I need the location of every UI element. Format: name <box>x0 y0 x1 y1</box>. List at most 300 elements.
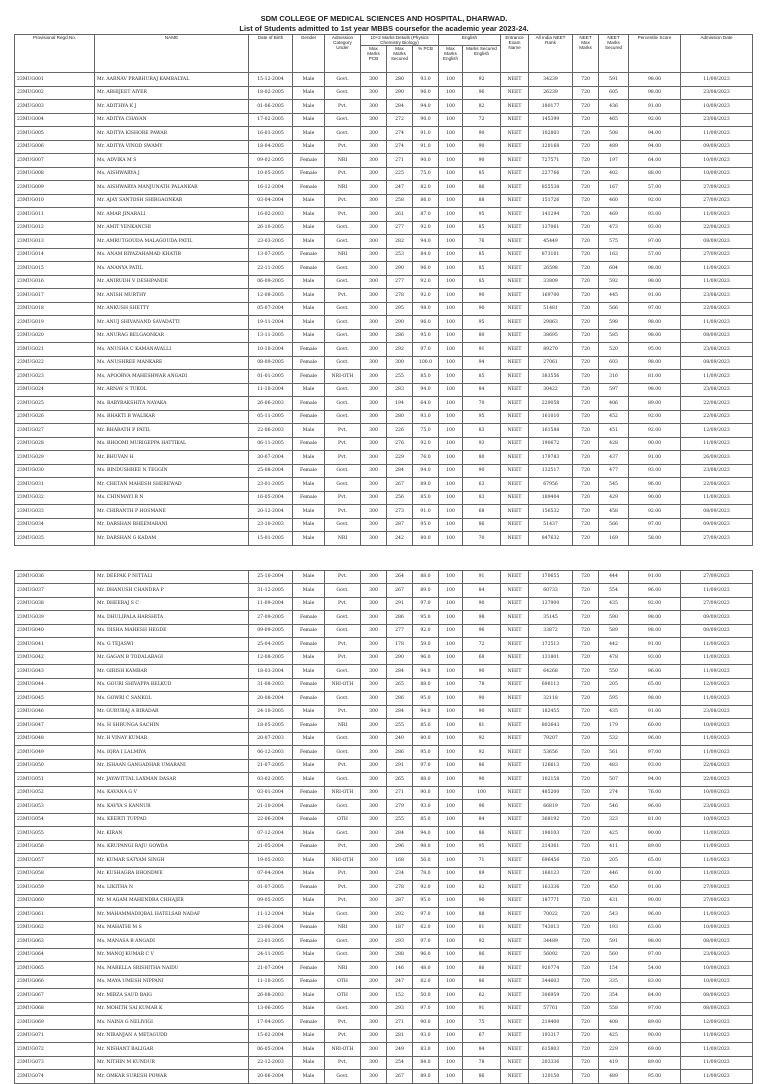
cell-gender: Male <box>293 532 325 546</box>
cell-english-max: 100 <box>439 167 463 181</box>
cell-pcb-percent: 97.0 <box>413 759 439 773</box>
cell-gender: Female <box>293 813 325 827</box>
cell-pcb-max: 300 <box>361 505 387 519</box>
header-name: NAME <box>95 35 249 73</box>
cell-english-max: 100 <box>439 194 463 208</box>
cell-neet-rank: 727571 <box>529 154 573 168</box>
cell-percentile: 98.00 <box>629 611 681 625</box>
cell-category: Govt. <box>325 356 361 370</box>
cell-reg-no: 23MUG072 <box>15 1043 95 1057</box>
cell-pcb-percent: 83.0 <box>413 1043 439 1057</box>
cell-percentile: 88.00 <box>629 167 681 181</box>
cell-english-secured: 63 <box>463 478 501 492</box>
cell-student-name: Mr. DHEERAJ S C <box>95 597 249 611</box>
cell-gender: Male <box>293 329 325 343</box>
cell-gender: Male <box>293 1002 325 1016</box>
cell-english-secured: 82 <box>463 100 501 114</box>
cell-english-max: 100 <box>439 665 463 679</box>
cell-pcb-max: 300 <box>361 773 387 787</box>
cell-exam-name: NEET <box>501 410 529 424</box>
cell-english-secured: 90 <box>463 692 501 706</box>
cell-student-name: Ms. APOORVA MAHESHWAR ANGADI <box>95 370 249 384</box>
cell-gender: Female <box>293 491 325 505</box>
cell-pcb-max: 300 <box>361 624 387 638</box>
cell-dob: 13-07-2005 <box>249 248 293 262</box>
table-row <box>15 100 753 114</box>
cell-english-max: 100 <box>439 854 463 868</box>
cell-neet-rank: 29863 <box>529 316 573 330</box>
table-row <box>15 1043 753 1057</box>
cell-percentile: 94.00 <box>629 127 681 141</box>
cell-neet-secured: 598 <box>599 316 629 330</box>
student-table-1 <box>14 34 753 546</box>
cell-english-secured: 90 <box>463 464 501 478</box>
cell-neet-max: 720 <box>573 73 599 87</box>
cell-english-secured: 86 <box>463 181 501 195</box>
cell-category: Pvt. <box>325 140 361 154</box>
cell-percentile: 92.00 <box>629 113 681 127</box>
cell-gender: Male <box>293 194 325 208</box>
cell-neet-secured: 545 <box>599 478 629 492</box>
table-row <box>15 1029 753 1043</box>
header-dob: Date of Birth <box>249 35 293 73</box>
cell-pcb-max: 300 <box>361 181 387 195</box>
cell-pcb-max: 300 <box>361 908 387 922</box>
cell-dob: 03-02-2005 <box>249 773 293 787</box>
cell-category: Govt. <box>325 383 361 397</box>
cell-english-max: 100 <box>439 410 463 424</box>
cell-dob: 01-01-2005 <box>249 370 293 384</box>
cell-pcb-percent: 84.0 <box>413 248 439 262</box>
cell-category: Pvt. <box>325 894 361 908</box>
cell-reg-no: 23MUG008 <box>15 167 95 181</box>
cell-neet-secured: 428 <box>599 437 629 451</box>
cell-category: Govt. <box>325 624 361 638</box>
cell-reg-no: 23MUG013 <box>15 235 95 249</box>
cell-pcb-secured: 290 <box>387 316 413 330</box>
cell-neet-max: 720 <box>573 746 599 760</box>
cell-student-name: Mr. MAHAMMADIQBAL HATELSAB NADAF <box>95 908 249 922</box>
cell-gender: Male <box>293 289 325 303</box>
cell-exam-name: NEET <box>501 597 529 611</box>
cell-percentile: 91.00 <box>629 570 681 584</box>
cell-percentile: 96.00 <box>629 732 681 746</box>
cell-pcb-percent: 62.0 <box>413 921 439 935</box>
cell-neet-secured: 532 <box>599 732 629 746</box>
cell-neet-rank: 615803 <box>529 1043 573 1057</box>
cell-neet-rank: 161588 <box>529 424 573 438</box>
cell-percentile: 90.00 <box>629 491 681 505</box>
cell-neet-rank: 66819 <box>529 800 573 814</box>
cell-dob: 21-07-2004 <box>249 962 293 976</box>
cell-percentile: 98.00 <box>629 86 681 100</box>
cell-english-secured: 78 <box>463 1056 501 1070</box>
cell-english-secured: 86 <box>463 975 501 989</box>
cell-admission-date: 10/09/2023 <box>681 167 753 181</box>
cell-admission-date: 22/08/2023 <box>681 759 753 773</box>
cell-dob: 11-10-2004 <box>249 383 293 397</box>
cell-english-max: 100 <box>439 921 463 935</box>
cell-pcb-max: 300 <box>361 665 387 679</box>
cell-pcb-percent: 75.0 <box>413 167 439 181</box>
cell-percentile: 58.00 <box>629 532 681 546</box>
cell-admission-date: 10/09/2023 <box>681 962 753 976</box>
cell-neet-rank: 229058 <box>529 397 573 411</box>
cell-neet-max: 720 <box>573 289 599 303</box>
cell-category: Pvt. <box>325 424 361 438</box>
table-row <box>15 262 753 276</box>
cell-student-name: Ms. DHULIPALA HARSHITA <box>95 611 249 625</box>
cell-percentile: 98.00 <box>629 275 681 289</box>
cell-student-name: Ms. MAHATHI M S <box>95 921 249 935</box>
cell-pcb-max: 300 <box>361 100 387 114</box>
cell-english-secured: 90 <box>463 140 501 154</box>
cell-dob: 20-06-2004 <box>249 1070 293 1084</box>
cell-admission-date: 11/09/2023 <box>681 316 753 330</box>
cell-reg-no: 23MUG057 <box>15 854 95 868</box>
cell-exam-name: NEET <box>501 665 529 679</box>
cell-percentile: 95.00 <box>629 1070 681 1084</box>
cell-gender: Male <box>293 1043 325 1057</box>
cell-category: Pvt. <box>325 451 361 465</box>
cell-category: Govt. <box>325 302 361 316</box>
cell-neet-rank: 873101 <box>529 248 573 262</box>
cell-dob: 15-01-2005 <box>249 532 293 546</box>
cell-admission-date: 11/09/2023 <box>681 370 753 384</box>
cell-english-secured: 72 <box>463 638 501 652</box>
table-row <box>15 140 753 154</box>
cell-student-name: Ms. KAVYA S KANNUR <box>95 800 249 814</box>
cell-student-name: Mr. ADITHYA K J <box>95 100 249 114</box>
table-row <box>15 127 753 141</box>
cell-pcb-percent: 89.0 <box>413 1070 439 1084</box>
cell-neet-max: 720 <box>573 786 599 800</box>
cell-dob: 13-06-2005 <box>249 1002 293 1016</box>
cell-neet-max: 720 <box>573 100 599 114</box>
cell-english-max: 100 <box>439 235 463 249</box>
cell-english-max: 100 <box>439 773 463 787</box>
cell-pcb-percent: 89.0 <box>413 478 439 492</box>
cell-category: Govt. <box>325 397 361 411</box>
cell-pcb-secured: 271 <box>387 1016 413 1030</box>
cell-exam-name: NEET <box>501 289 529 303</box>
cell-gender: Female <box>293 840 325 854</box>
table-row <box>15 840 753 854</box>
cell-percentile: 98.00 <box>629 935 681 949</box>
cell-english-max: 100 <box>439 262 463 276</box>
header-rank: All India NEET Rank <box>529 35 573 73</box>
cell-dob: 25-04-2005 <box>249 638 293 652</box>
cell-reg-no: 23MUG043 <box>15 665 95 679</box>
cell-reg-no: 23MUG037 <box>15 584 95 598</box>
cell-neet-max: 720 <box>573 113 599 127</box>
cell-gender: Male <box>293 235 325 249</box>
cell-dob: 16-12-2004 <box>249 181 293 195</box>
cell-pcb-secured: 146 <box>387 962 413 976</box>
cell-pcb-secured: 272 <box>387 113 413 127</box>
cell-student-name: Ms. NAINA G NELIVIGI <box>95 1016 249 1030</box>
cell-neet-rank: 190672 <box>529 437 573 451</box>
cell-pcb-secured: 284 <box>387 827 413 841</box>
cell-percentile: 92.00 <box>629 410 681 424</box>
cell-category: Govt. <box>325 935 361 949</box>
cell-exam-name: NEET <box>501 827 529 841</box>
cell-english-secured: 86 <box>463 948 501 962</box>
cell-percentile: 93.00 <box>629 464 681 478</box>
cell-pcb-percent: 76.0 <box>413 451 439 465</box>
cell-reg-no: 23MUG032 <box>15 491 95 505</box>
cell-percentile: 65.00 <box>629 678 681 692</box>
cell-english-max: 100 <box>439 208 463 222</box>
cell-gender: Male <box>293 451 325 465</box>
cell-exam-name: NEET <box>501 746 529 760</box>
cell-gender: Male <box>293 127 325 141</box>
cell-neet-rank: 198103 <box>529 827 573 841</box>
cell-reg-no: 23MUG019 <box>15 316 95 330</box>
cell-dob: 07-12-2004 <box>249 827 293 841</box>
cell-pcb-percent: 95.0 <box>413 894 439 908</box>
cell-student-name: Mr. ANKUSH SHETTY <box>95 302 249 316</box>
cell-gender: Male <box>293 827 325 841</box>
cell-neet-secured: 546 <box>599 800 629 814</box>
cell-pcb-secured: 234 <box>387 867 413 881</box>
cell-student-name: Ms. KAVANA G V <box>95 786 249 800</box>
cell-percentile: 98.00 <box>629 692 681 706</box>
cell-exam-name: NEET <box>501 1070 529 1084</box>
cell-neet-rank: 485200 <box>529 786 573 800</box>
cell-neet-secured: 566 <box>599 518 629 532</box>
cell-neet-secured: 473 <box>599 221 629 235</box>
cell-exam-name: NEET <box>501 867 529 881</box>
cell-dob: 11-09-2004 <box>249 597 293 611</box>
cell-admission-date: 08/09/2023 <box>681 1002 753 1016</box>
cell-pcb-max: 300 <box>361 962 387 976</box>
cell-category: Govt. <box>325 73 361 87</box>
cell-english-max: 100 <box>439 1070 463 1084</box>
cell-neet-secured: 603 <box>599 356 629 370</box>
cell-student-name: Mr. DEEPAK P NITTALI <box>95 570 249 584</box>
cell-dob: 05-11-2005 <box>249 410 293 424</box>
cell-percentile: 93.00 <box>629 208 681 222</box>
cell-dob: 15-02-2004 <box>249 1029 293 1043</box>
cell-exam-name: NEET <box>501 397 529 411</box>
table-row <box>15 181 753 195</box>
cell-exam-name: NEET <box>501 316 529 330</box>
cell-dob: 18-04-2005 <box>249 140 293 154</box>
cell-gender: Female <box>293 921 325 935</box>
cell-neet-max: 720 <box>573 597 599 611</box>
cell-percentile: 93.00 <box>629 759 681 773</box>
cell-pcb-percent: 91.0 <box>413 505 439 519</box>
cell-dob: 26-08-2003 <box>249 989 293 1003</box>
cell-neet-rank: 131801 <box>529 651 573 665</box>
cell-admission-date: 11/09/2023 <box>681 867 753 881</box>
cell-pcb-max: 300 <box>361 478 387 492</box>
cell-admission-date: 26/09/2023 <box>681 451 753 465</box>
cell-pcb-percent: 90.0 <box>413 154 439 168</box>
cell-english-max: 100 <box>439 962 463 976</box>
cell-pcb-max: 300 <box>361 532 387 546</box>
cell-percentile: 65.00 <box>629 854 681 868</box>
cell-neet-rank: 383556 <box>529 370 573 384</box>
cell-pcb-max: 300 <box>361 127 387 141</box>
cell-gender: Male <box>293 705 325 719</box>
cell-neet-max: 720 <box>573 584 599 598</box>
cell-admission-date: 10/09/2023 <box>681 786 753 800</box>
cell-pcb-percent: 80.0 <box>413 732 439 746</box>
cell-neet-secured: 442 <box>599 638 629 652</box>
cell-english-max: 100 <box>439 343 463 357</box>
cell-neet-max: 720 <box>573 167 599 181</box>
cell-student-name: Ms. ANANYA PATIL <box>95 262 249 276</box>
cell-category: NRI <box>325 962 361 976</box>
cell-gender: Male <box>293 732 325 746</box>
cell-english-max: 100 <box>439 154 463 168</box>
cell-admission-date: 11/09/2023 <box>681 1029 753 1043</box>
cell-english-secured: 91 <box>463 1002 501 1016</box>
cell-admission-date: 08/09/2023 <box>681 235 753 249</box>
cell-dob: 23-06-2004 <box>249 921 293 935</box>
cell-category: Govt. <box>325 611 361 625</box>
cell-student-name: Ms. KRUPANGI RAJU GOWDA <box>95 840 249 854</box>
header-neet-secured: NEET Marks Secured <box>599 35 629 73</box>
cell-category: Pvt. <box>325 100 361 114</box>
cell-admission-date: 27/09/2023 <box>681 570 753 584</box>
cell-pcb-secured: 286 <box>387 746 413 760</box>
cell-dob: 31-08-2003 <box>249 678 293 692</box>
cell-neet-max: 720 <box>573 800 599 814</box>
cell-neet-max: 720 <box>573 127 599 141</box>
cell-neet-max: 720 <box>573 705 599 719</box>
cell-admission-date: 12/09/2023 <box>681 678 753 692</box>
cell-admission-date: 11/09/2023 <box>681 262 753 276</box>
cell-pcb-max: 300 <box>361 719 387 733</box>
cell-pcb-secured: 284 <box>387 100 413 114</box>
cell-dob: 03-01-2004 <box>249 786 293 800</box>
cell-english-secured: 90 <box>463 665 501 679</box>
cell-percentile: 83.00 <box>629 975 681 989</box>
cell-neet-max: 720 <box>573 638 599 652</box>
cell-pcb-secured: 279 <box>387 800 413 814</box>
cell-student-name: Ms. ANAM RIYAZAHAMAD KHATIB <box>95 248 249 262</box>
cell-reg-no: 23MUG021 <box>15 343 95 357</box>
cell-gender: Male <box>293 86 325 100</box>
cell-neet-secured: 566 <box>599 302 629 316</box>
cell-exam-name: NEET <box>501 262 529 276</box>
cell-english-secured: 68 <box>463 651 501 665</box>
cell-admission-date: 11/09/2023 <box>681 746 753 760</box>
cell-pcb-max: 300 <box>361 221 387 235</box>
list-title: List of Students admitted to 1st year MBBS coursefor the academic year 2023-24. <box>239 24 529 33</box>
cell-student-name: Mr. ANIRUDH V DESHPANDE <box>95 275 249 289</box>
cell-pcb-max: 300 <box>361 692 387 706</box>
cell-neet-max: 720 <box>573 759 599 773</box>
cell-english-secured: 88 <box>463 194 501 208</box>
cell-dob: 17-04-2005 <box>249 1016 293 1030</box>
cell-student-name: Mr. H VINAY KUMAR <box>95 732 249 746</box>
cell-admission-date: 11/09/2023 <box>681 491 753 505</box>
cell-pcb-secured: 290 <box>387 651 413 665</box>
cell-neet-secured: 597 <box>599 383 629 397</box>
table-row <box>15 113 753 127</box>
cell-category: NRI <box>325 719 361 733</box>
cell-category: Govt. <box>325 262 361 276</box>
cell-gender: Female <box>293 464 325 478</box>
cell-gender: Female <box>293 410 325 424</box>
cell-gender: Male <box>293 908 325 922</box>
cell-english-max: 100 <box>439 827 463 841</box>
cell-gender: Male <box>293 73 325 87</box>
cell-pcb-max: 300 <box>361 786 387 800</box>
cell-neet-rank: 32118 <box>529 692 573 706</box>
cell-neet-secured: 197 <box>599 154 629 168</box>
table-row <box>15 343 753 357</box>
cell-neet-secured: 335 <box>599 975 629 989</box>
cell-pcb-secured: 300 <box>387 356 413 370</box>
cell-english-max: 100 <box>439 302 463 316</box>
cell-english-secured: 100 <box>463 786 501 800</box>
cell-percentile: 92.00 <box>629 194 681 208</box>
cell-pcb-percent: 75.0 <box>413 424 439 438</box>
table-row <box>15 235 753 249</box>
table-row <box>15 624 753 638</box>
cell-neet-max: 720 <box>573 570 599 584</box>
cell-reg-no: 23MUG065 <box>15 962 95 976</box>
cell-reg-no: 23MUG061 <box>15 908 95 922</box>
cell-english-secured: 78 <box>463 678 501 692</box>
cell-english-secured: 84 <box>463 1043 501 1057</box>
cell-gender: Female <box>293 397 325 411</box>
table-row <box>15 786 753 800</box>
cell-student-name: Mr. ANURAG BELGAONKAR <box>95 329 249 343</box>
cell-neet-rank: 51437 <box>529 518 573 532</box>
cell-admission-date: 22/08/2023 <box>681 397 753 411</box>
cell-pcb-percent: 94.0 <box>413 383 439 397</box>
cell-neet-rank: 120150 <box>529 1070 573 1084</box>
cell-exam-name: NEET <box>501 908 529 922</box>
cell-pcb-max: 300 <box>361 370 387 384</box>
table-row <box>15 692 753 706</box>
cell-english-max: 100 <box>439 759 463 773</box>
cell-category: NRI <box>325 532 361 546</box>
cell-reg-no: 23MUG034 <box>15 518 95 532</box>
cell-gender: Male <box>293 140 325 154</box>
table-row <box>15 894 753 908</box>
cell-english-max: 100 <box>439 813 463 827</box>
cell-admission-date: 23/08/2023 <box>681 383 753 397</box>
cell-student-name: Mr. ANUJ SHIVANAND SAVADATTI <box>95 316 249 330</box>
cell-pcb-percent: 93.0 <box>413 73 439 87</box>
cell-student-name: Ms. DISHA MAHESH HEGDE <box>95 624 249 638</box>
cell-english-max: 100 <box>439 248 463 262</box>
cell-neet-secured: 445 <box>599 289 629 303</box>
cell-student-name: Mr. ABHIJEET AIYER <box>95 86 249 100</box>
cell-reg-no: 23MUG044 <box>15 678 95 692</box>
cell-english-secured: 90 <box>463 773 501 787</box>
cell-reg-no: 23MUG066 <box>15 975 95 989</box>
cell-dob: 16-02-2003 <box>249 208 293 222</box>
cell-pcb-percent: 90.0 <box>413 786 439 800</box>
cell-english-secured: 76 <box>463 235 501 249</box>
cell-english-max: 100 <box>439 316 463 330</box>
cell-neet-rank: 306959 <box>529 989 573 1003</box>
cell-english-max: 100 <box>439 935 463 949</box>
cell-english-secured: 62 <box>463 989 501 1003</box>
cell-neet-rank: 70022 <box>529 908 573 922</box>
cell-pcb-secured: 290 <box>387 86 413 100</box>
cell-english-secured: 88 <box>463 908 501 922</box>
cell-english-secured: 90 <box>463 127 501 141</box>
